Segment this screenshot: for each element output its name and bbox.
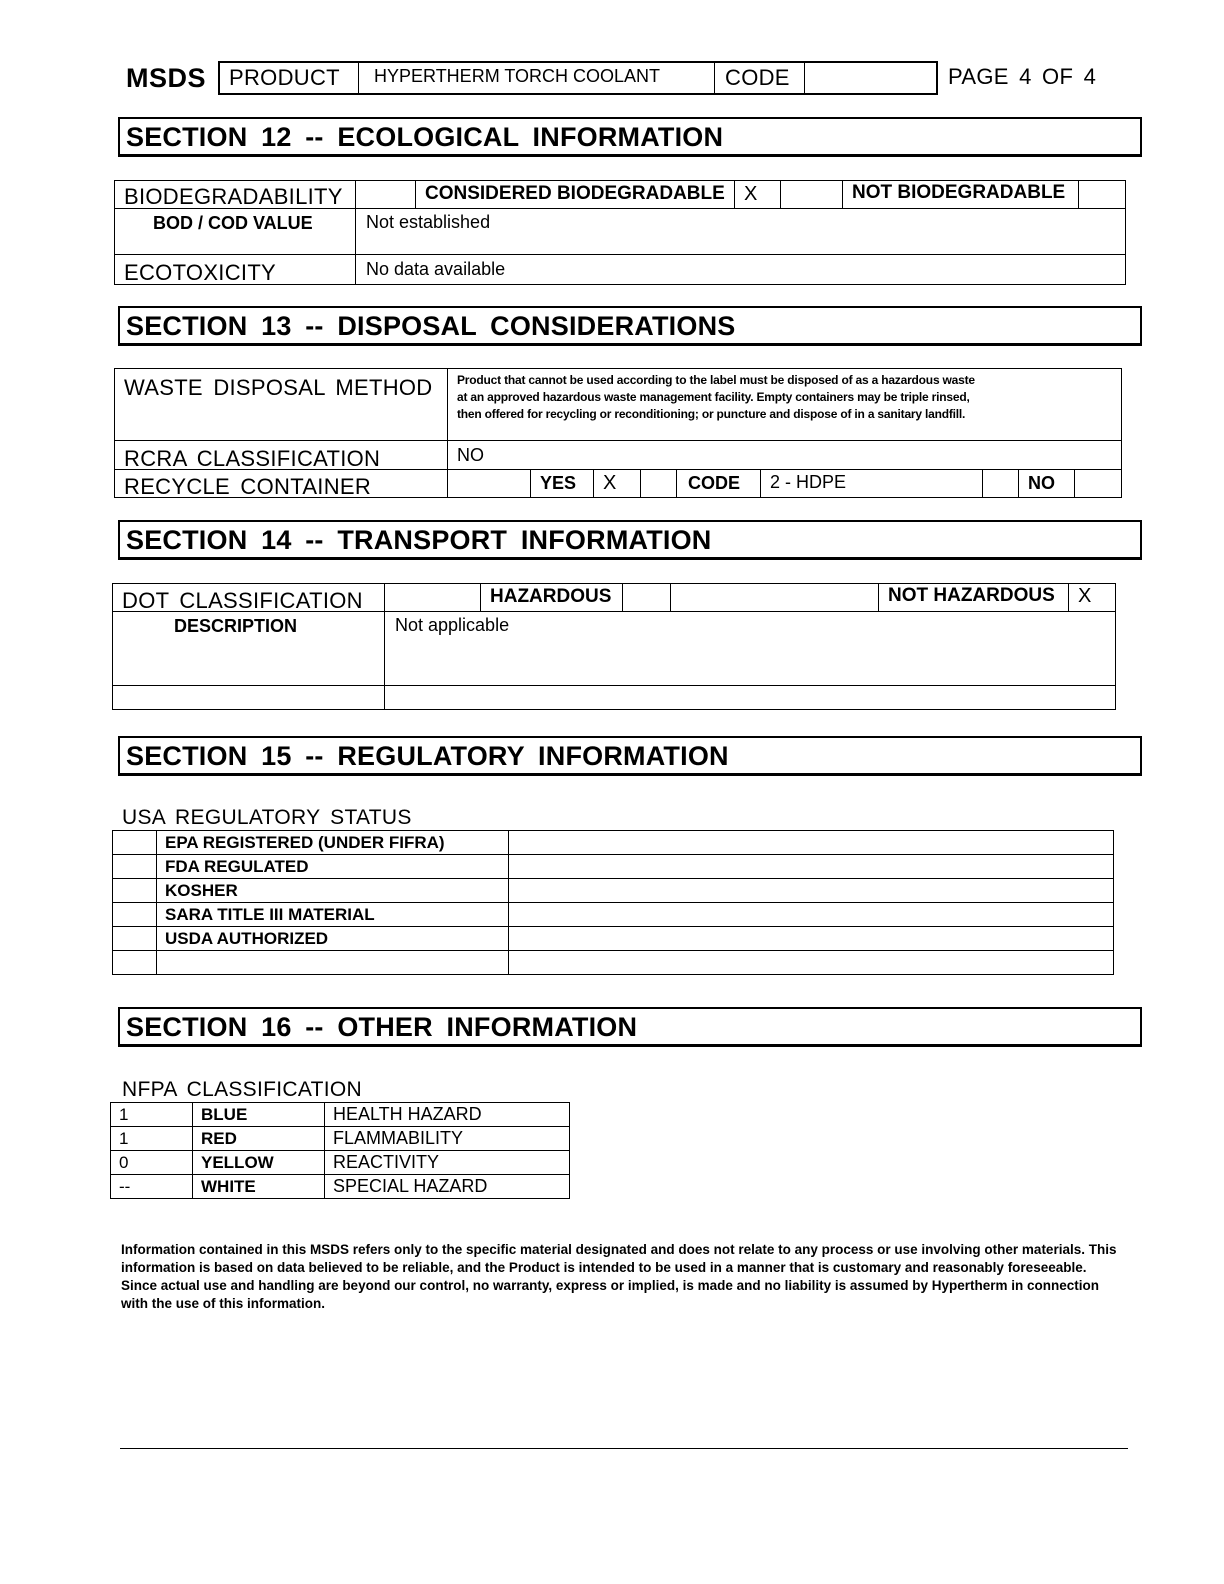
col-line <box>734 180 735 208</box>
recycle-code-label: CODE <box>688 473 741 493</box>
waste-disposal-line-1: Product that cannot be used according to the label must be disposed of as a hazardous waste <box>457 373 975 387</box>
col-line <box>593 469 594 498</box>
col-line <box>640 469 641 498</box>
divider <box>358 61 359 95</box>
nfpa-color: RED <box>193 1127 325 1151</box>
regulatory-check <box>113 855 157 879</box>
col-line <box>982 469 983 498</box>
msds-label: MSDS <box>126 63 207 93</box>
ecotoxicity-value: No data available <box>366 259 506 279</box>
not-biodegradable-label: NOT BIODEGRADABLE <box>852 182 1066 203</box>
nfpa-meaning: FLAMMABILITY <box>325 1127 570 1151</box>
col-line <box>1068 583 1069 611</box>
col-line <box>384 583 385 710</box>
bod-cod-value: Not established <box>366 212 491 232</box>
col-line <box>670 583 671 611</box>
nfpa-meaning: SPECIAL HAZARD <box>325 1175 570 1199</box>
section-16-title: SECTION 16 -- OTHER INFORMATION <box>118 1007 1142 1047</box>
regulatory-value <box>509 903 1114 927</box>
hazardous-label: HAZARDOUS <box>490 586 612 607</box>
page-number: PAGE 4 OF 4 <box>948 64 1097 89</box>
not-hazardous-mark: X <box>1078 585 1092 607</box>
description-value: Not applicable <box>395 615 510 635</box>
col-line <box>1078 180 1079 208</box>
regulatory-item: FDA REGULATED <box>157 855 509 879</box>
nfpa-color: WHITE <box>193 1175 325 1199</box>
rcra-label: RCRA CLASSIFICATION <box>124 446 381 471</box>
recycle-code-value: 2 - HDPE <box>770 472 847 492</box>
description-label: DESCRIPTION <box>174 616 298 636</box>
col-line <box>415 180 416 208</box>
row-line <box>114 440 1122 441</box>
nfpa-rating: 0 <box>111 1151 193 1175</box>
nfpa-meaning: HEALTH HAZARD <box>325 1103 570 1127</box>
considered-biodegradable-label: CONSIDERED BIODEGRADABLE <box>425 183 725 204</box>
col-line <box>1074 469 1075 498</box>
regulatory-table <box>112 830 1114 975</box>
waste-disposal-line-3: then offered for recycling or reconditioning; or puncture and dispose of in a sanitary landfill. <box>457 407 966 421</box>
rcra-value: NO <box>457 445 484 465</box>
product-value: HYPERTHERM TORCH COOLANT <box>374 66 661 86</box>
product-label: PRODUCT <box>229 65 340 90</box>
recycle-container-label: RECYCLE CONTAINER <box>124 474 372 499</box>
section-14-title: SECTION 14 -- TRANSPORT INFORMATION <box>118 520 1142 560</box>
nfpa-table <box>110 1102 570 1199</box>
col-line <box>622 583 623 611</box>
recycle-no-label: NO <box>1028 473 1055 493</box>
nfpa-color: BLUE <box>193 1103 325 1127</box>
section-13-title: SECTION 13 -- DISPOSAL CONSIDERATIONS <box>118 306 1142 346</box>
not-hazardous-label: NOT HAZARDOUS <box>888 585 1055 606</box>
divider <box>714 61 715 95</box>
footer-rule <box>120 1448 1128 1449</box>
nfpa-rating: 1 <box>111 1127 193 1151</box>
regulatory-item: SARA TITLE III MATERIAL <box>157 903 509 927</box>
waste-disposal-line-2: at an approved hazardous waste management facility. Empty containers may be triple rinsed, <box>457 390 970 404</box>
usa-regulatory-status-label: USA REGULATORY STATUS <box>122 806 412 829</box>
waste-disposal-label: WASTE DISPOSAL METHOD <box>124 375 433 400</box>
recycle-yes-label: YES <box>540 473 577 493</box>
bod-cod-label: BOD / COD VALUE <box>153 213 313 233</box>
col-line <box>760 469 761 498</box>
col-line <box>878 583 879 611</box>
regulatory-check <box>113 903 157 927</box>
regulatory-value <box>509 831 1114 855</box>
col-line <box>530 469 531 498</box>
nfpa-rating: 1 <box>111 1103 193 1127</box>
considered-biodegradable-mark: X <box>744 183 758 205</box>
col-line <box>1018 469 1019 498</box>
regulatory-check <box>113 879 157 903</box>
regulatory-value <box>509 927 1114 951</box>
regulatory-check <box>113 831 157 855</box>
disclaimer-text: Information contained in this MSDS refers only to the specific material designated and does not relate to any process or use involving other materials. This information is based on data believed to be reliable, and the Product is intended to be used in a manner that is customary and reasonably foreseeable. Since actual use and handling are beyond our control, no warranty, express or implied, is made and no liability is assumed by Hypertherm in connection with the use of this information. <box>121 1242 1117 1311</box>
nfpa-meaning: REACTIVITY <box>325 1151 570 1175</box>
regulatory-item: USDA AUTHORIZED <box>157 927 509 951</box>
ecotoxicity-label: ECOTOXICITY <box>124 260 277 285</box>
code-label: CODE <box>725 65 790 90</box>
col-line <box>676 469 677 498</box>
regulatory-check <box>113 951 157 975</box>
col-line <box>480 583 481 611</box>
regulatory-value <box>509 951 1114 975</box>
row-line <box>114 254 1126 255</box>
nfpa-classification-label: NFPA CLASSIFICATION <box>122 1078 362 1101</box>
regulatory-item: EPA REGISTERED (UNDER FIFRA) <box>157 831 509 855</box>
regulatory-value <box>509 855 1114 879</box>
dot-classification-label: DOT CLASSIFICATION <box>122 588 363 613</box>
regulatory-check <box>113 927 157 951</box>
biodegradability-label: BIODEGRADABILITY <box>124 184 343 209</box>
col-line <box>780 180 781 208</box>
row-line <box>112 685 1116 686</box>
col-line <box>447 368 448 498</box>
nfpa-color: YELLOW <box>193 1151 325 1175</box>
section-15-title: SECTION 15 -- REGULATORY INFORMATION <box>118 736 1142 776</box>
col-line <box>842 180 843 208</box>
recycle-yes-mark: X <box>603 472 617 494</box>
regulatory-item: KOSHER <box>157 879 509 903</box>
col-line <box>355 180 356 285</box>
section-12-title: SECTION 12 -- ECOLOGICAL INFORMATION <box>118 117 1142 157</box>
divider <box>804 61 805 95</box>
regulatory-item <box>157 951 509 975</box>
nfpa-rating: -- <box>111 1175 193 1199</box>
regulatory-value <box>509 879 1114 903</box>
